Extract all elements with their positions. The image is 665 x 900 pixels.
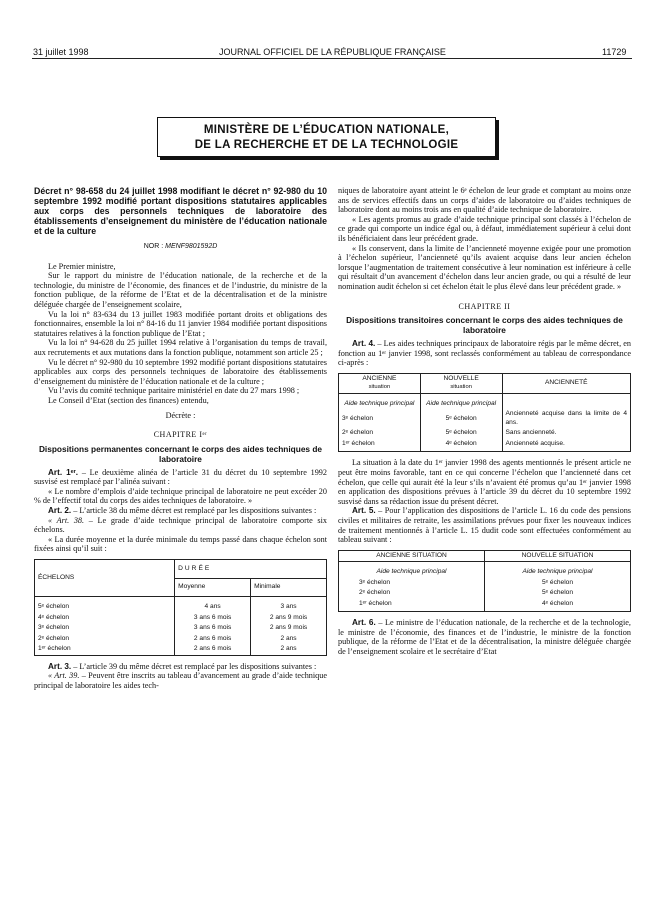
- sub-ancienne-situation: Aide technique principal: [339, 562, 485, 578]
- assimilation-table-wrapper: [338, 550, 631, 613]
- anciennete-cell: Sans ancienneté.: [502, 428, 631, 439]
- nor-label: NOR :: [143, 243, 164, 250]
- header-page-number: 11729: [602, 47, 627, 57]
- article-5: [338, 506, 631, 544]
- article-text: – Les aides techniques principaux de laboratoire régis par le même décret, en fonction au 1ᵉʳ janvier 1998, sont reclassés conformément au tableau de correspondance ci-après :: [338, 339, 631, 368]
- table-row: [35, 613, 327, 624]
- anciennete-cell: Ancienneté acquise.: [502, 439, 631, 452]
- minimale-cell: 2 ans: [251, 634, 327, 645]
- duree-table: [34, 559, 327, 656]
- col-echelons: ÉCHELONS: [35, 560, 175, 597]
- minimale-cell: 2 ans: [251, 644, 327, 655]
- assimilation-table: [338, 550, 631, 613]
- minimale-cell: 2 ans 9 mois: [251, 623, 327, 634]
- old-echelon-cell: 3ᵉ échelon: [339, 578, 485, 589]
- echelon-cell: 1ᵉʳ échelon: [35, 644, 175, 655]
- minimale-cell: 3 ans: [251, 597, 327, 613]
- reclassement-table-wrapper: [338, 373, 631, 453]
- table-row: [339, 578, 631, 589]
- header-rule: [32, 58, 632, 59]
- article-label: Art. 5.: [352, 506, 376, 516]
- col-ancienne-situation: ANCIENNE SITUATION: [339, 550, 485, 562]
- paragraph: Vu l’avis du comité technique paritaire ministériel en date du 27 mars 1998 ;: [48, 386, 300, 396]
- ministry-line-2: DE LA RECHERCHE ET DE LA TECHNOLOGIE: [194, 139, 459, 151]
- table-row: [35, 623, 327, 634]
- old-echelon-cell: 1ᵉʳ échelon: [339, 599, 485, 612]
- quote-ref: « Art. 39.: [48, 671, 80, 681]
- article-1: [34, 468, 327, 487]
- col-moyenne: Moyenne: [175, 578, 251, 597]
- chapter-heading: CHAPITRE II: [458, 301, 511, 311]
- col-minimale: Minimale: [251, 578, 327, 597]
- nor-value: MENF9801592D: [165, 243, 218, 250]
- paragraph: La situation à la date du 1ᵉʳ janvier 1998 des agents mentionnés le présent article ne peut être moins favorable, tant en ce qui concerne l’échelon que l’ancienneté dans cet échelon, que celle qui aurait été la leur s’ils n’avaient été promus qu’au 1ᵉʳ janvier 1998 en application des dispositions prévues à l’article 39 du décret du 10 septembre 1992 susvisé dans sa rédaction issue du présent décret.: [338, 458, 631, 506]
- new-echelon-cell: 4ᵉ échelon: [485, 599, 631, 612]
- paragraph: niques de laboratoire ayant atteint le 6ᵉ échelon de leur grade et comptant au moins onze ans de services effectifs dans un corps d’aides de laboratoire ou d’aides techniques de laboratoire dont au moins trois ans en qualité d’aide technique de laboratoire.: [338, 186, 631, 215]
- echelon-cell: 3ᵉ échelon: [35, 623, 175, 634]
- old-echelon-cell: 2ᵉ échelon: [339, 588, 485, 599]
- chapter-title: Dispositions transitoires concernant le corps des aides techniques de laboratoire: [346, 315, 623, 336]
- echelon-cell: 5ᵉ échelon: [35, 597, 175, 613]
- table-row: [339, 439, 631, 452]
- article-label: Art. 1ᵉʳ.: [48, 467, 79, 477]
- article-6: [338, 618, 631, 656]
- table-row: [339, 588, 631, 599]
- reclassement-table: [338, 373, 631, 453]
- paragraph: « Les agents promus au grade d’aide technique principal sont classés à l’échelon de ce grade qui comporte un indice égal ou, à défaut, immédiatement supérieur à celui dont ils bénéficiaient dans leur précédent grade.: [338, 214, 631, 243]
- decrete: Décrète :: [165, 410, 196, 420]
- quote: « La durée moyenne et la durée minimale du temps passé dans chaque échelon sont fixées ainsi qu’il suit :: [34, 534, 327, 554]
- nor-reference: [34, 242, 327, 252]
- new-echelon-cell: 5ᵉ échelon: [485, 578, 631, 589]
- ministry-line-1: MINISTÈRE DE L’ÉDUCATION NATIONALE,: [203, 124, 450, 136]
- table-row: [339, 428, 631, 439]
- echelon-cell: 2ᵉ échelon: [35, 634, 175, 645]
- paragraph: Le Conseil d’Etat (section des finances) entendu,: [48, 395, 209, 405]
- reclassement-table-body: [339, 409, 631, 452]
- left-column: [34, 186, 327, 690]
- paragraph: Vu la loi n° 94-628 du 25 juillet 1994 relative à l’organisation du temps de travail, aux recrutements et aux mutations dans la fonction publique, notamment son article 25 ;: [34, 338, 327, 357]
- col-duree: DURÉE: [175, 560, 327, 579]
- col-nouvelle-situation: NOUVELLE SITUATION: [485, 550, 631, 562]
- col-nouvelle-sub: situation: [450, 384, 472, 391]
- decree-title: Décret n° 98-658 du 24 juillet 1998 modifiant le décret n° 92-980 du 10 septembre 1992 modifié portant dispositions statutaires applicables aux corps des personnels techniques de laboratoire des établissements d’enseignement du ministère de l’éducation nationale et de la culture: [34, 186, 327, 236]
- minimale-cell: 2 ans 9 mois: [251, 613, 327, 624]
- duree-table-wrapper: [34, 559, 327, 656]
- right-column: [338, 186, 631, 657]
- quote: « Le nombre d’emplois d’aide technique principal de laboratoire ne peut excéder 20 % de l’effectif total du corps des aides techniques de laboratoire. »: [34, 486, 327, 506]
- article-2: [34, 506, 327, 516]
- moyenne-cell: 3 ans 6 mois: [175, 623, 251, 634]
- old-echelon-cell: 3ᵉ échelon: [339, 409, 421, 428]
- paragraph: Vu le décret n° 92-980 du 10 septembre 1992 modifié portant dispositions statutaires applicables aux corps des personnels techniques de laboratoire des établissements d’enseignement du ministère de l’éducation nationale et de la culture ;: [34, 357, 327, 386]
- col-ancienne: [339, 373, 421, 393]
- col-ancienne-title: ANCIENNE: [362, 374, 397, 382]
- table-row: [35, 597, 327, 613]
- col-anciennete: ANCIENNETÉ: [502, 373, 631, 393]
- article-label: Art. 3.: [48, 661, 72, 671]
- new-echelon-cell: 4ᵉ échelon: [420, 439, 502, 452]
- article-label: Art. 2.: [48, 506, 72, 516]
- assimilation-table-body: [339, 578, 631, 612]
- moyenne-cell: 4 ans: [175, 597, 251, 613]
- article-text: – Pour l’application des dispositions de l’article L. 16 du code des pensions civiles et militaires de retraite, les assimilations prévues pour fixer les nouveaux indices de traitement mentionnés à l’article L. 15 dudit code sont effectuées conformément au tableau suivant :: [338, 506, 631, 545]
- article-label: Art. 6.: [352, 618, 376, 628]
- quote-text: – Le grade d’aide technique principal de laboratoire comporte six échelons.: [34, 515, 327, 535]
- new-echelon-cell: 5ᵉ échelon: [485, 588, 631, 599]
- col-nouvelle: [420, 373, 502, 393]
- header-journal: JOURNAL OFFICIEL DE LA RÉPUBLIQUE FRANÇAISE: [219, 47, 446, 57]
- anciennete-cell: Ancienneté acquise dans la limite de 4 ans.: [502, 409, 631, 428]
- chapter-heading: CHAPITRE Iᵉʳ: [153, 430, 208, 440]
- duree-table-body: [35, 597, 327, 656]
- table-row: [35, 634, 327, 645]
- quote: [34, 671, 327, 690]
- col-nouvelle-title: NOUVELLE: [443, 374, 479, 382]
- header-date: 31 juillet 1998: [33, 47, 89, 57]
- article-label: Art. 4.: [352, 339, 376, 349]
- new-echelon-cell: 5ᵉ échelon: [420, 428, 502, 439]
- old-echelon-cell: 2ᵉ échelon: [339, 428, 421, 439]
- quote-text: – Peuvent être inscrits au tableau d’avancement au grade d’aide technique principal de laboratoire les aides tech-: [34, 671, 327, 690]
- table-row: [339, 409, 631, 428]
- table-row: [35, 644, 327, 655]
- article-4: [338, 339, 631, 368]
- quote-ref: « Art. 38.: [48, 515, 85, 525]
- col-ancienne-sub: situation: [368, 384, 391, 391]
- moyenne-cell: 2 ans 6 mois: [175, 644, 251, 655]
- paragraph: Le Premier ministre,: [48, 261, 116, 271]
- echelon-cell: 4ᵉ échelon: [35, 613, 175, 624]
- paragraph: « Ils conservent, dans la limite de l’ancienneté moyenne exigée pour une promotion à l’échelon supérieur, l’ancienneté qu’ils avaient acquise dans leur ancien échelon lorsque l’augmentation de traitement consécutive à leur nomination est inférieure à celle qui résultait d’un avancement d’échelon dans leur ancien grade, ou qui a résulté de leur nomination audit échelon si cet échelon était le plus élevé dans leur précédent grade. »: [338, 243, 631, 291]
- chapter-title: Dispositions permanentes concernant le corps des aides techniques de laboratoire: [38, 443, 323, 464]
- old-echelon-cell: 1ᵉʳ échelon: [339, 439, 421, 452]
- paragraph: Sur le rapport du ministre de l’éducation nationale, de la recherche et de la technologie, du ministre de l’économie, des finances et de l’industrie, du ministre de la fonction publique, de la réforme de l’Etat et de la décentralisation et de la ministre déléguée chargée de l’enseignement scolaire,: [34, 271, 327, 309]
- article-text: – L’article 39 du même décret est remplacé par les dispositions suivantes :: [71, 661, 317, 671]
- table-row: [339, 599, 631, 612]
- sub-nouvelle: Aide technique principal: [420, 393, 502, 409]
- article-3: [34, 662, 327, 672]
- article-text: – Le ministre de l’éducation nationale, de la recherche et de la technologie, le ministre de l’économie, des finances et de l’industrie, le ministre de la fonction publique, de la réforme de l’Etat et de la décentralisation, la ministre déléguée chargée de l’enseignement scolaire et le secrétaire d’Etat: [338, 618, 631, 657]
- article-text: – Le deuxième alinéa de l’article 31 du décret du 10 septembre 1992 susvisé est remplacé par l’alinéa suivant :: [34, 467, 327, 487]
- moyenne-cell: 3 ans 6 mois: [175, 613, 251, 624]
- ministry-title-box: [157, 117, 496, 157]
- paragraph: Vu la loi n° 83-634 du 13 juillet 1983 modifiée portant droits et obligations des fonctionnaires, ensemble la loi n° 84-16 du 11 janvier 1984 modifiée portant dispositions statutaires relatives à la fonction publique de l’Etat ;: [34, 309, 327, 338]
- sub-nouvelle-situation: Aide technique principal: [485, 562, 631, 578]
- new-echelon-cell: 5ᵉ échelon: [420, 409, 502, 428]
- quote: [34, 516, 327, 535]
- sub-ancienne: Aide technique principal: [339, 393, 421, 409]
- article-text: – L’article 38 du même décret est remplacé par les dispositions suivantes :: [71, 506, 317, 516]
- moyenne-cell: 2 ans 6 mois: [175, 634, 251, 645]
